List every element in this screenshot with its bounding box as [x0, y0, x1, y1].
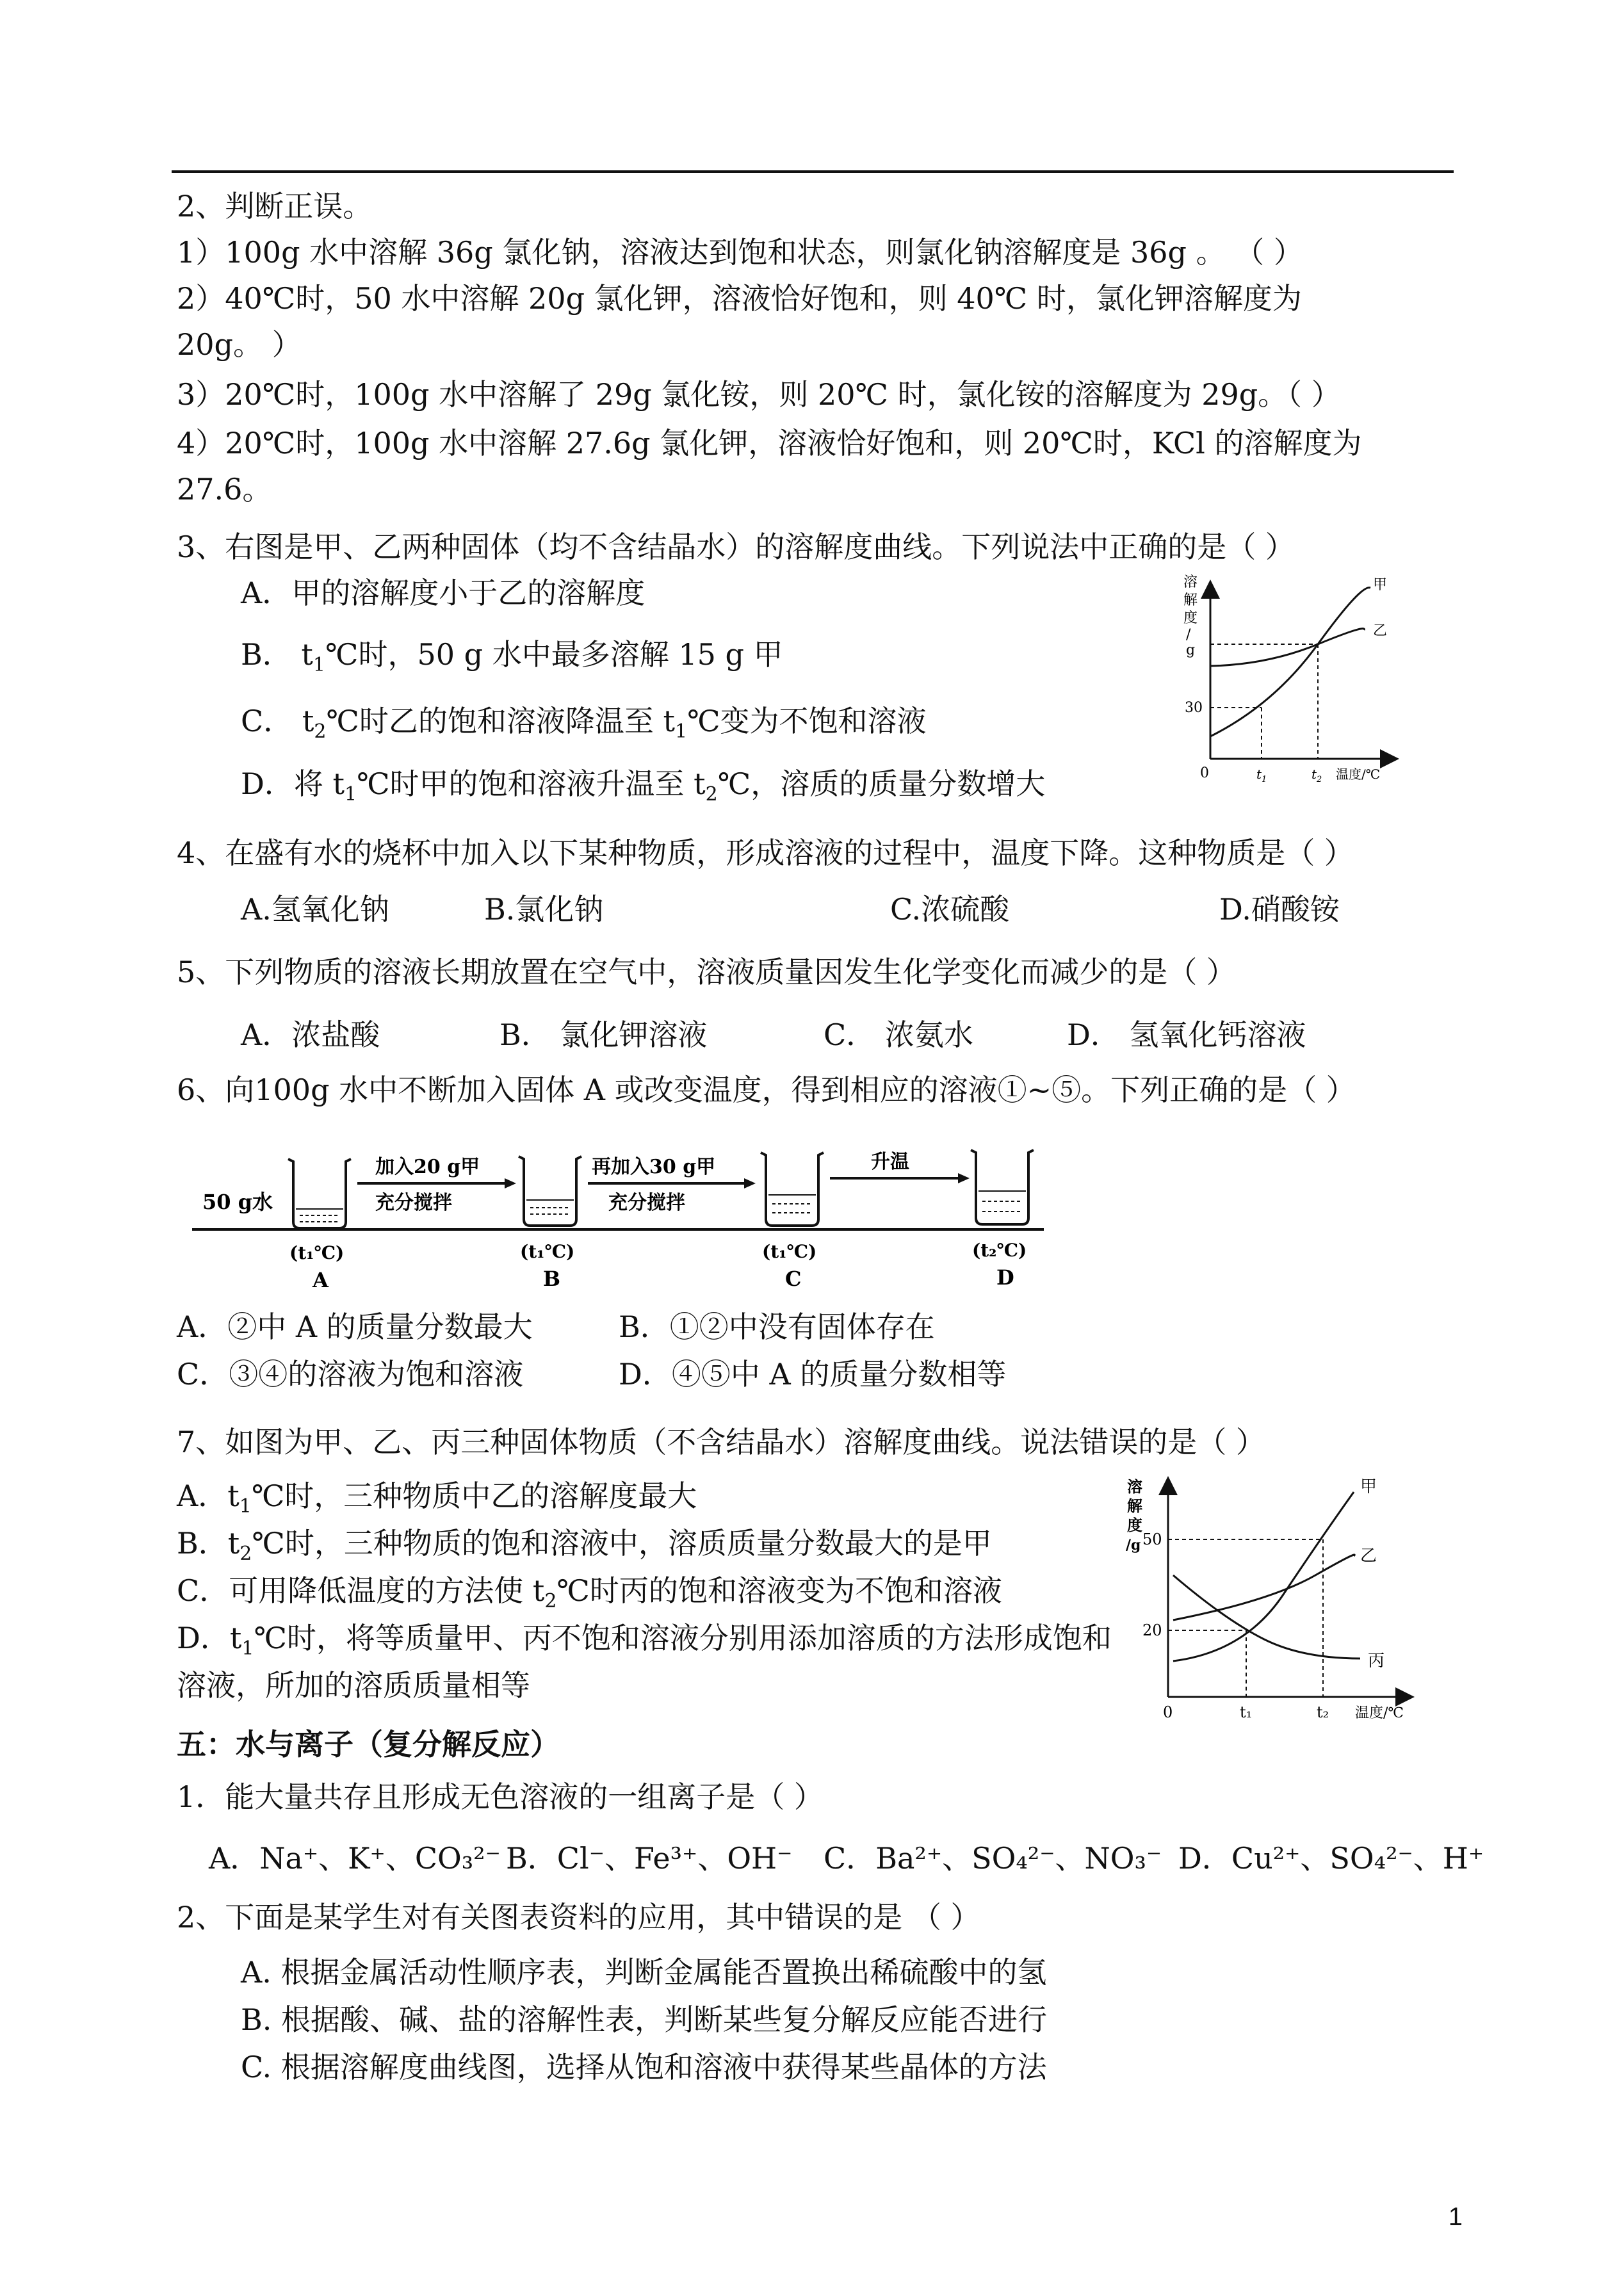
q6-option-a: A．②中 A 的质量分数最大: [177, 1310, 533, 1344]
q6-arrowhead-1: [505, 1178, 516, 1188]
q6-water-label: 50 g水: [202, 1190, 273, 1214]
header-rule: [172, 170, 1454, 173]
q7-y20-label: 20: [1142, 1621, 1162, 1639]
q7-option-b: B．$t_2℃$时，三种物质的饱和溶液中，溶质质量分数最大的是甲: [177, 1526, 992, 1566]
q3-solubility-graph: [1172, 564, 1428, 794]
q5-option-b: B． 氯化钾溶液: [499, 1018, 708, 1052]
q6-label-c: C: [785, 1267, 802, 1291]
q3-curve-yi: [1210, 629, 1364, 666]
q6-beaker-a: [288, 1159, 351, 1228]
q6-arrowhead-2: [744, 1178, 756, 1188]
q3-ylabel-3: 度: [1183, 610, 1198, 626]
q3-option-a: A．甲的溶解度小于乙的溶解度: [241, 576, 646, 610]
q7-y50-label: 50: [1142, 1530, 1162, 1548]
sec5-q1-option-d: D．Cu²⁺、SO₄²⁻、H⁺: [1178, 1841, 1484, 1876]
q3-xlabel: 温度/℃: [1336, 766, 1381, 782]
q5-option-c: C． 浓氨水: [824, 1018, 973, 1052]
sec5-q2-option-b: B. 根据酸、碱、盐的溶解性表，判断某些复分解反应能否进行: [241, 2002, 1048, 2037]
q6-beaker-d: [971, 1150, 1034, 1224]
q6-label-d: D: [996, 1265, 1014, 1290]
q3-option-d: D．将 $t_1℃$时甲的饱和溶液升温至 $t_2℃$，溶质的质量分数增大: [241, 766, 1046, 806]
sec5-q1-option-c: C．Ba²⁺、SO₄²⁻、NO₃⁻: [824, 1841, 1162, 1876]
q6-temp-d: (t₂℃): [972, 1240, 1027, 1261]
sec5-title: 五：水与离子（复分解反应）: [177, 1727, 560, 1762]
sec2-title: 2、判断正误。: [177, 189, 373, 223]
q3-label-jia: 甲: [1373, 577, 1388, 593]
q7-origin-label: 0: [1163, 1703, 1173, 1721]
q4-option-a: A.氢氧化钠: [241, 892, 389, 927]
q3-ylabel-5: g: [1186, 642, 1196, 658]
q6-temp-c: (t₁℃): [762, 1241, 817, 1262]
q3-t2-label: $t_2$: [1311, 766, 1322, 784]
sec5-q2-option-c: C. 根据溶解度曲线图，选择从饱和溶液中获得某些晶体的方法: [241, 2050, 1047, 2084]
q3-t1-label: $t_1$: [1256, 766, 1267, 784]
q4-option-d: D.硝酸铵: [1219, 892, 1340, 927]
sec5-q2-option-a: A. 根据金属活动性顺序表，判断金属能否置换出稀硫酸中的氢: [241, 1955, 1047, 1990]
q6-arrow1-bottom: 充分搅拌: [375, 1192, 452, 1214]
q6-process-diagram: [192, 1133, 1050, 1313]
q7-ylabel-2: 解: [1127, 1496, 1142, 1515]
q7-ylabel-4: /g: [1126, 1537, 1141, 1553]
q7-label-yi: 乙: [1360, 1546, 1377, 1566]
q7-option-a: A．$t_1℃$时，三种物质中乙的溶解度最大: [177, 1479, 697, 1518]
q7-option-d-line2: 溶液，所加的溶质质量相等: [177, 1668, 530, 1703]
q4-option-b: B.氯化钠: [484, 892, 604, 927]
q6-stem: 6、向100g 水中不断加入固体 A 或改变温度，得到相应的溶液①~⑤。下列正确的是（ ）: [177, 1073, 1356, 1107]
q4-option-c: C.浓硫酸: [890, 892, 1010, 927]
q3-origin-label: 0: [1200, 765, 1209, 781]
q3-label-yi: 乙: [1373, 623, 1388, 639]
q3-curve-jia: [1210, 588, 1370, 736]
q7-curve-jia: [1173, 1492, 1354, 1661]
q7-xlabel: 温度/℃: [1355, 1705, 1404, 1721]
q7-option-c: C．可用降低温度的方法使 $t_2℃$时丙的饱和溶液变为不饱和溶液: [177, 1573, 1002, 1613]
q7-t2-label: t₂: [1317, 1703, 1329, 1721]
q6-arrow3-top: 升温: [871, 1151, 909, 1173]
sec5-q1-option-b: B．Cl⁻、Fe³⁺、OH⁻: [506, 1841, 793, 1876]
q7-label-jia: 甲: [1360, 1477, 1377, 1496]
sec5-q2-stem: 2、下面是某学生对有关图表资料的应用，其中错误的是 （ ）: [177, 1900, 980, 1934]
sec2-statement-4a: 4）20℃时，100g 水中溶解 27.6g 氯化钾，溶液恰好饱和，则 20℃时，KCl 的溶解度为: [177, 426, 1362, 460]
sec2-statement-1: 1）100g 水中溶解 36g 氯化钠，溶液达到饱和状态，则氯化钠溶解度是 36g 。 （ ）: [177, 235, 1303, 270]
q6-label-a: A: [313, 1268, 329, 1292]
q7-solubility-graph: [1117, 1466, 1424, 1723]
sec2-statement-2b: 20g。 ）: [177, 327, 302, 362]
q3-option-b: B． $t_1℃$时，50 g 水中最多溶解 15 g 甲: [241, 637, 783, 677]
q6-arrow2-bottom: 充分搅拌: [608, 1192, 685, 1214]
q6-temp-b: (t₁℃): [520, 1241, 575, 1262]
q6-arrow2-top: 再加入30 g甲: [592, 1156, 716, 1178]
q6-beaker-c: [761, 1153, 824, 1226]
q3-ylabel-4: /: [1186, 627, 1191, 643]
sec2-statement-4b: 27.6。: [177, 472, 272, 507]
q7-curve-yi: [1173, 1555, 1354, 1620]
q6-temp-a: (t₁℃): [289, 1242, 345, 1263]
q7-label-bing: 丙: [1368, 1651, 1385, 1671]
q5-option-d: D． 氢氧化钙溶液: [1067, 1018, 1306, 1052]
q6-beaker-b: [519, 1156, 581, 1226]
q7-t1-label: t₁: [1240, 1703, 1253, 1721]
q6-option-d: D．④⑤中 A 的质量分数相等: [619, 1357, 1007, 1391]
q6-option-b: B．①②中没有固体存在: [619, 1310, 935, 1344]
page-number: 1: [1448, 2203, 1463, 2231]
sec2-statement-3: 3）20℃时，100g 水中溶解了 29g 氯化铵，则 20℃ 时，氯化铵的溶解度为 29g。（ ）: [177, 377, 1341, 412]
q6-arrow1-top: 加入20 g甲: [375, 1156, 480, 1178]
q5-option-a: A．浓盐酸: [241, 1018, 380, 1052]
q3-option-c: C． $t_2℃$时乙的饱和溶液降温至 $t_1℃$变为不饱和溶液: [241, 704, 927, 743]
q4-stem: 4、在盛有水的烧杯中加入以下某种物质，形成溶液的过程中，温度下降。这种物质是（ ）: [177, 836, 1354, 870]
q6-arrowhead-3: [958, 1173, 970, 1183]
q7-stem: 7、如图为甲、乙、丙三种固体物质（不含结晶水）溶解度曲线。说法错误的是（ ）: [177, 1425, 1265, 1459]
q7-ylabel-3: 度: [1127, 1516, 1142, 1534]
q3-stem: 3、右图是甲、乙两种固体（均不含结晶水）的溶解度曲线。下列说法中正确的是（ ）: [177, 530, 1295, 564]
q3-ylabel-2: 解: [1183, 592, 1198, 608]
q5-stem: 5、下列物质的溶液长期放置在空气中，溶液质量因发生化学变化而减少的是（ ）: [177, 955, 1236, 989]
q3-y30-label: 30: [1185, 700, 1203, 716]
q6-option-c: C．③④的溶液为饱和溶液: [177, 1357, 524, 1391]
q6-label-b: B: [543, 1267, 561, 1291]
sec5-q1-option-a: A．Na⁺、K⁺、CO₃²⁻: [209, 1841, 501, 1876]
sec5-q1-stem: 1．能大量共存且形成无色溶液的一组离子是（ ）: [177, 1780, 824, 1814]
q3-ylabel-1: 溶: [1183, 574, 1198, 590]
q7-option-d-line1: D．$t_1℃$时，将等质量甲、丙不饱和溶液分别用添加溶质的方法形成饱和: [177, 1621, 1112, 1660]
sec2-statement-2a: 2）40℃时，50 水中溶解 20g 氯化钾，溶液恰好饱和，则 40℃ 时，氯化钾溶解度为: [177, 281, 1302, 316]
q7-ylabel-1: 溶: [1127, 1477, 1142, 1496]
